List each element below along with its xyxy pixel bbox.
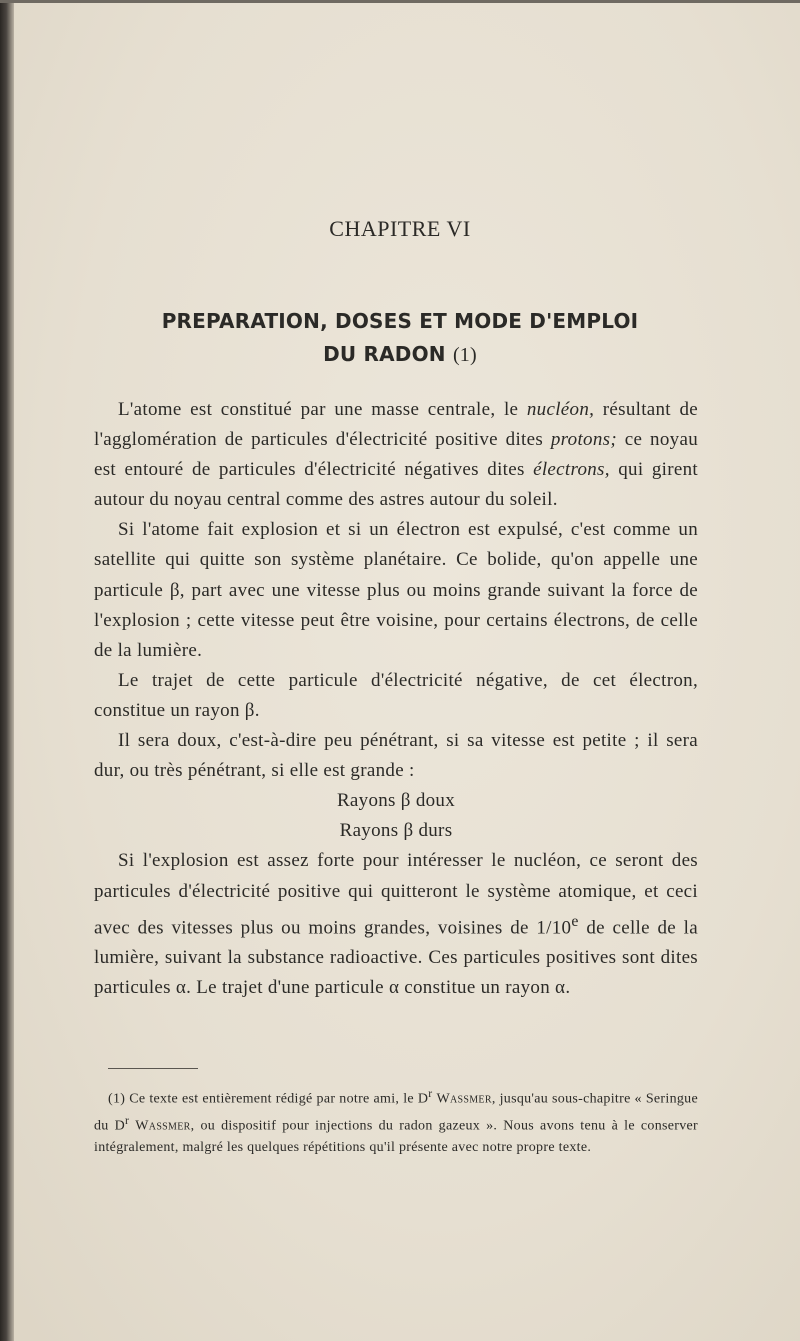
- footnote-superscript-2: r: [125, 1114, 130, 1128]
- book-spine-shadow: [0, 0, 14, 1341]
- paragraph-5-text-b: de celle de la lumière, suivant la substance radioactive. Ces particules positives sont dites particules α. Le trajet d'une particule α constitue un rayon α.: [94, 916, 698, 999]
- paragraph-2: Si l'atome fait explosion et si un électron est expulsé, c'est comme un satellite qui quitte son système planétaire. Ce bolide, qu'on appelle une particule β, part avec une vitesse plus ou moins grande suivant la force de l'explosion ; cette vitesse peut être voisine, pour certains électrons, de celle de la lumière.: [94, 519, 698, 661]
- footnote-rule: [108, 1068, 198, 1069]
- footnote-paragraph: [94, 1083, 698, 1159]
- footnote-reference: (1): [452, 344, 477, 366]
- chapter-title-line-2: [0, 342, 800, 367]
- term-electrons: électrons,: [533, 459, 610, 481]
- term-nucleon: nucléon,: [526, 399, 595, 420]
- footnote-text-a: (1) Ce texte est entièrement rédigé par notre ami, le D: [108, 1091, 429, 1107]
- paragraph-1-text-e: ce noyau est entouré de particules d'électricité négatives dites: [94, 429, 698, 481]
- chapter-title-line-1: PREPARATION, DOSES ET MODE D'EMPLOI: [161, 309, 639, 333]
- footnote-name-1: Wassmer: [436, 1091, 492, 1107]
- term-protons: protons;: [550, 429, 617, 451]
- footnote-superscript-1: r: [428, 1087, 433, 1100]
- paragraph-5: [94, 846, 698, 1003]
- list-item-hard-rays: Rayons β durs: [339, 820, 453, 842]
- footnote-name-2: Wassmer: [135, 1118, 191, 1134]
- paragraph-4: Il sera doux, c'est-à-dire peu pénétrant, si sa vitesse est petite ; il sera dur, ou très pénétrant, si elle est grande :: [94, 730, 698, 782]
- superscript-e: e: [571, 912, 579, 930]
- paragraph-3: Le trajet de cette particule d'électricité négative, de cet électron, constitue un rayon β.: [94, 669, 698, 721]
- paragraph-5-text-a: Si l'explosion est assez forte pour intéresser le nucléon, ce seront des particules d'électricité positive qui quitteront le système atomique, et ceci avec des vitesses plus ou moins grandes, voisines de 1/10: [94, 850, 698, 938]
- paragraph-1: [94, 395, 698, 515]
- paragraph-1-text-g: qui girent autour du noyau central comme des astres autour du soleil.: [94, 459, 698, 511]
- footnote-text-c: , ou dispositif pour injections du radon gazeux ». Nous avons tenu à le conserver intégralement, malgré les quelques répétitions qu'il présente avec notre propre texte.: [94, 1118, 698, 1156]
- page-top-edge: [0, 0, 800, 3]
- paragraph-1-text-c: résultant de l'agglomération de particules d'électricité positive dites: [94, 399, 699, 451]
- footnote: [94, 1083, 698, 1159]
- chapter-heading: CHAPITRE VI: [329, 216, 471, 241]
- list-item-soft-rays: Rayons β doux: [336, 790, 456, 812]
- body-text: [94, 395, 698, 1003]
- paragraph-1-text-a: L'atome est constitué par une masse centrale, le: [118, 399, 527, 420]
- footnote-text-b: , jusqu'au sous-chapitre « Seringue du D: [94, 1091, 698, 1134]
- chapter-title-text: DU RADON: [323, 342, 446, 366]
